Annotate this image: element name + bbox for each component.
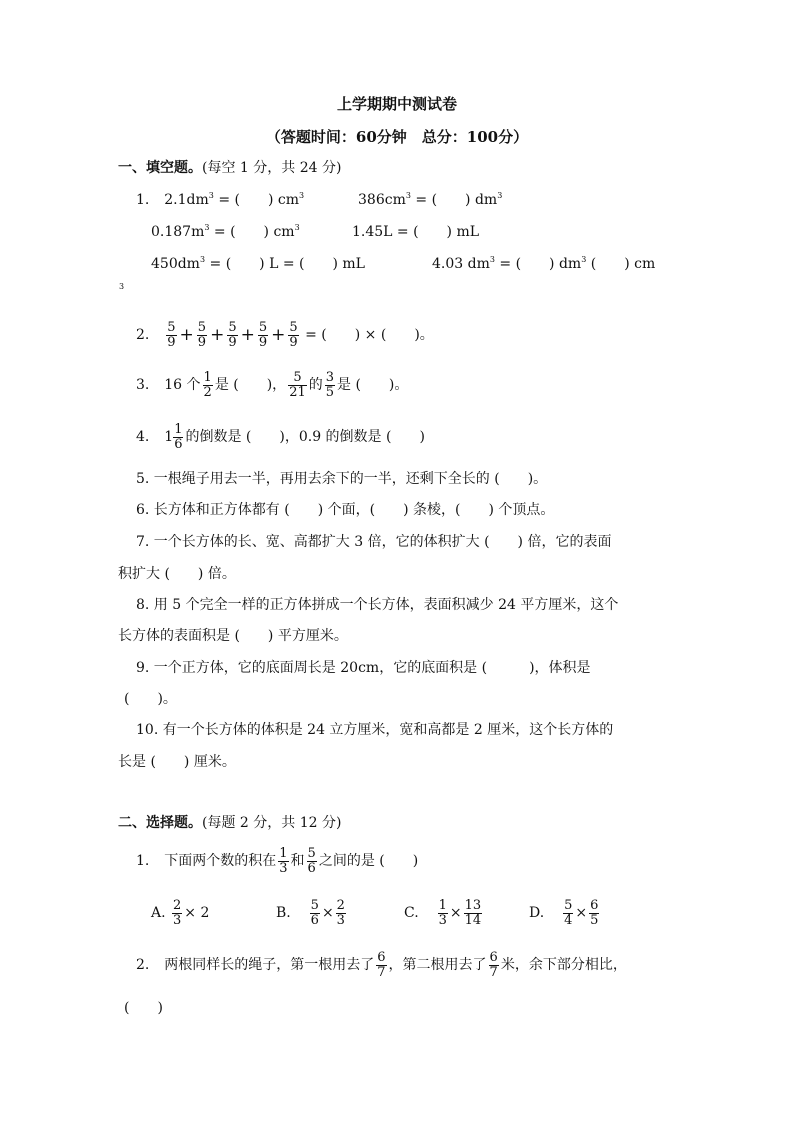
s2-q1-f2-den: 6 [307,860,316,876]
s2-q2-number: 2. [136,957,150,973]
q2-plus-1: + [179,325,194,345]
q2-fraction-2 [197,321,207,350]
page-subtitle: （答题时间：60分钟 总分：100分） [265,128,529,146]
question-1-line-2b [352,222,479,242]
q2-plus-2: + [210,325,225,345]
option-d-f2-den: 5 [590,912,599,928]
q1-wrapped-sup: 3 [119,282,125,291]
option-d-op: × [575,905,588,921]
q1-c: 0.187m [151,224,205,240]
s2-q2-text-3: 米，余下部分相比， [500,957,627,973]
question-1-line-3 [151,254,365,274]
q2-f3-den: 9 [228,334,237,350]
option-a-label: A. [151,905,166,921]
s2-question-2-answer: ( ) [124,1000,163,1016]
question-7-line-1: 7. 一个长方体的长、宽、高都扩大 3 倍，它的体积扩大 ( ) 倍，它的表面 [136,534,612,550]
q2-number: 2. [136,327,150,343]
section1-heading: 一、填空题。 [118,160,202,176]
option-c-f1-num: 1 [438,897,447,913]
q2-f5-den: 9 [289,334,298,350]
option-b-f1-den: 6 [310,912,319,928]
q3-text-3: 的 [308,377,323,393]
q1-b-sup: 3 [405,191,411,200]
q1-c-sup: 3 [204,223,210,232]
s2-question-2 [136,948,627,982]
s2-q1-f2-num: 5 [307,845,316,861]
s2-q2-fraction-2 [489,951,499,980]
s2-q2-text-2: ，第二根用去了 [388,957,487,973]
q2-f5-num: 5 [289,319,298,335]
option-d-f1-num: 5 [564,897,573,913]
option-d[interactable] [529,896,601,930]
q3-fraction-2 [288,371,307,400]
q4-whole: 1 [164,429,174,445]
q3-number: 3. [136,377,150,393]
q3-f2-num: 5 [288,371,307,386]
q2-f2-num: 5 [197,319,207,335]
q1-b: 386cm [358,192,406,208]
option-c-fraction-1 [438,899,448,928]
question-7-line-2: 积扩大 ( ) 倍。 [118,566,236,582]
question-6: 6. 长方体和正方体都有 ( ) 个面，( ) 条棱，( ) 个顶点。 [136,502,555,518]
q3-text-4: 是 ( )。 [337,377,409,393]
option-a-fraction [172,899,182,928]
s2-q2-text-1: 两根同样长的绳子，第一根用去了 [164,957,375,973]
option-b-f2-den: 3 [336,912,345,928]
q1-e: 450dm [151,256,200,272]
q4-f-num: 1 [174,421,183,437]
question-10-line-1: 10. 有一个长方体的体积是 24 立方厘米，宽和高都是 2 厘米，这个长方体的 [136,722,614,738]
q4-fraction [173,423,183,452]
q1-a-eq: = ( ) cm [213,192,299,208]
question-3 [136,368,408,402]
s2-q1-fraction-1 [278,847,288,876]
option-b-label: B. [276,905,291,921]
q4-f-den: 6 [174,436,183,452]
q1-b-eq-sup: 3 [497,191,503,200]
q1-f-eq-sup: 3 [581,255,587,264]
q2-plus-3: + [240,325,255,345]
s2-question-1 [136,844,418,878]
q1-e-eq: = ( ) L = ( ) mL [205,256,365,272]
option-c-op: × [449,905,462,921]
s2-q1-f1-num: 1 [279,845,288,861]
q1-a-sup: 3 [208,191,214,200]
option-b-f2-num: 2 [336,897,345,913]
option-d-fraction-1 [563,899,573,928]
s2-q2-f2-num: 6 [489,949,498,965]
option-c-f2-num: 13 [464,897,482,913]
q1-d: 1.45L = ( ) mL [352,224,480,240]
question-10-line-2: 长是 ( ) 厘米。 [118,754,236,770]
option-d-label: D. [529,905,545,921]
option-c-label: C. [404,905,419,921]
s2-q1-text-1: 下面两个数的积在 [164,853,277,869]
option-a-f-num: 2 [173,897,182,913]
q3-f3-num: 3 [325,369,335,385]
option-a[interactable] [151,896,209,930]
s2-q1-text-3: 之间的是 ( ) [318,853,419,869]
option-c-fraction-2 [464,899,483,928]
q3-fraction-1 [203,371,213,400]
question-1-line-2 [151,222,300,242]
q2-plus-4: + [271,325,286,345]
q2-fraction-4 [258,321,268,350]
q2-fraction-5 [288,321,298,350]
option-c[interactable] [404,896,484,930]
option-b-f1-num: 5 [310,897,319,913]
question-4 [136,420,425,454]
q2-tail: = ( ) × ( )。 [305,327,434,343]
s2-q2-f1-num: 6 [377,949,386,965]
section2-header [118,813,341,833]
section1-points: (每空 1 分，共 24 分) [202,160,342,176]
option-a-tail: × 2 [184,905,210,921]
q3-text-1: 16 个 [164,377,201,393]
q1-f-sup: 3 [489,255,495,264]
s2-q1-fraction-2 [307,847,317,876]
q2-f2-den: 9 [197,334,207,350]
question-9-line-2: ( )。 [124,691,177,707]
q2-fraction-1 [166,321,176,350]
q3-fraction-3 [325,371,335,400]
section2-points: (每题 2 分，共 12 分) [202,815,342,831]
question-2 [136,318,434,352]
q1-c-eq: = ( ) cm [209,224,295,240]
q1-b-eq: = ( ) dm [410,192,498,208]
question-1-line-3b [432,254,655,274]
q3-f3-den: 5 [325,384,335,400]
q3-f2-den: 21 [289,384,306,400]
option-b-fraction-2 [336,899,346,928]
option-b[interactable] [276,896,348,930]
q2-f1-num: 5 [167,319,176,335]
option-a-f-den: 3 [173,912,182,928]
section1-header [118,158,341,178]
option-d-f1-den: 4 [564,912,573,928]
option-c-f2-den: 14 [464,912,482,928]
question-8-line-2: 长方体的表面积是 ( ) 平方厘米。 [118,628,348,644]
q3-text-2: 是 ( )， [214,377,287,393]
q4-number: 4. [136,429,150,445]
q1-c-eq-sup: 3 [294,223,300,232]
option-b-fraction-1 [310,899,320,928]
q3-f1-num: 1 [203,369,212,385]
question-5: 5. 一根绳子用去一半，再用去余下的一半，还剩下全长的 ( )。 [136,471,548,487]
s2-q2-f1-den: 7 [377,964,386,980]
s2-q1-number: 1. [136,853,150,869]
option-c-f1-den: 3 [438,912,447,928]
q1-f-eq: = ( ) dm [494,256,582,272]
q2-f4-den: 9 [258,334,268,350]
option-b-op: × [321,905,334,921]
s2-q1-f1-den: 3 [279,860,288,876]
q3-f1-den: 2 [203,384,212,400]
question-9-line-1: 9. 一个正方体，它的底面周长是 20cm，它的底面积是 ( )，体积是 [136,660,591,676]
s2-q1-text-2: 和 [290,853,305,869]
option-d-f2-num: 6 [590,897,599,913]
question-1-line-1 [136,190,304,210]
s2-q2-fraction-1 [376,951,386,980]
question-1-line-1b [358,190,502,210]
q1-f-tail: ( ) cm [586,256,656,272]
section2-heading: 二、选择题。 [118,815,202,831]
q1-f: 4.03 dm [432,256,490,272]
question-8-line-1: 8. 用 5 个完全一样的正方体拼成一个长方体，表面积减少 24 平方厘米，这个 [136,597,619,613]
page-title: 上学期期中测试卷 [336,95,457,113]
option-d-fraction-2 [589,899,599,928]
q4-tail: 的倒数是 ( )，0.9 的倒数是 ( ) [185,429,425,445]
q1-a-eq-sup: 3 [299,191,305,200]
q1-e-sup: 3 [199,255,206,264]
q1-a: 2.1dm [164,192,209,208]
q2-f1-den: 9 [167,334,176,350]
q2-f3-num: 5 [228,319,237,335]
q2-f4-num: 5 [258,319,268,335]
s2-q2-f2-den: 7 [489,964,498,980]
q2-fraction-3 [227,321,237,350]
q1-number: 1. [136,192,150,208]
